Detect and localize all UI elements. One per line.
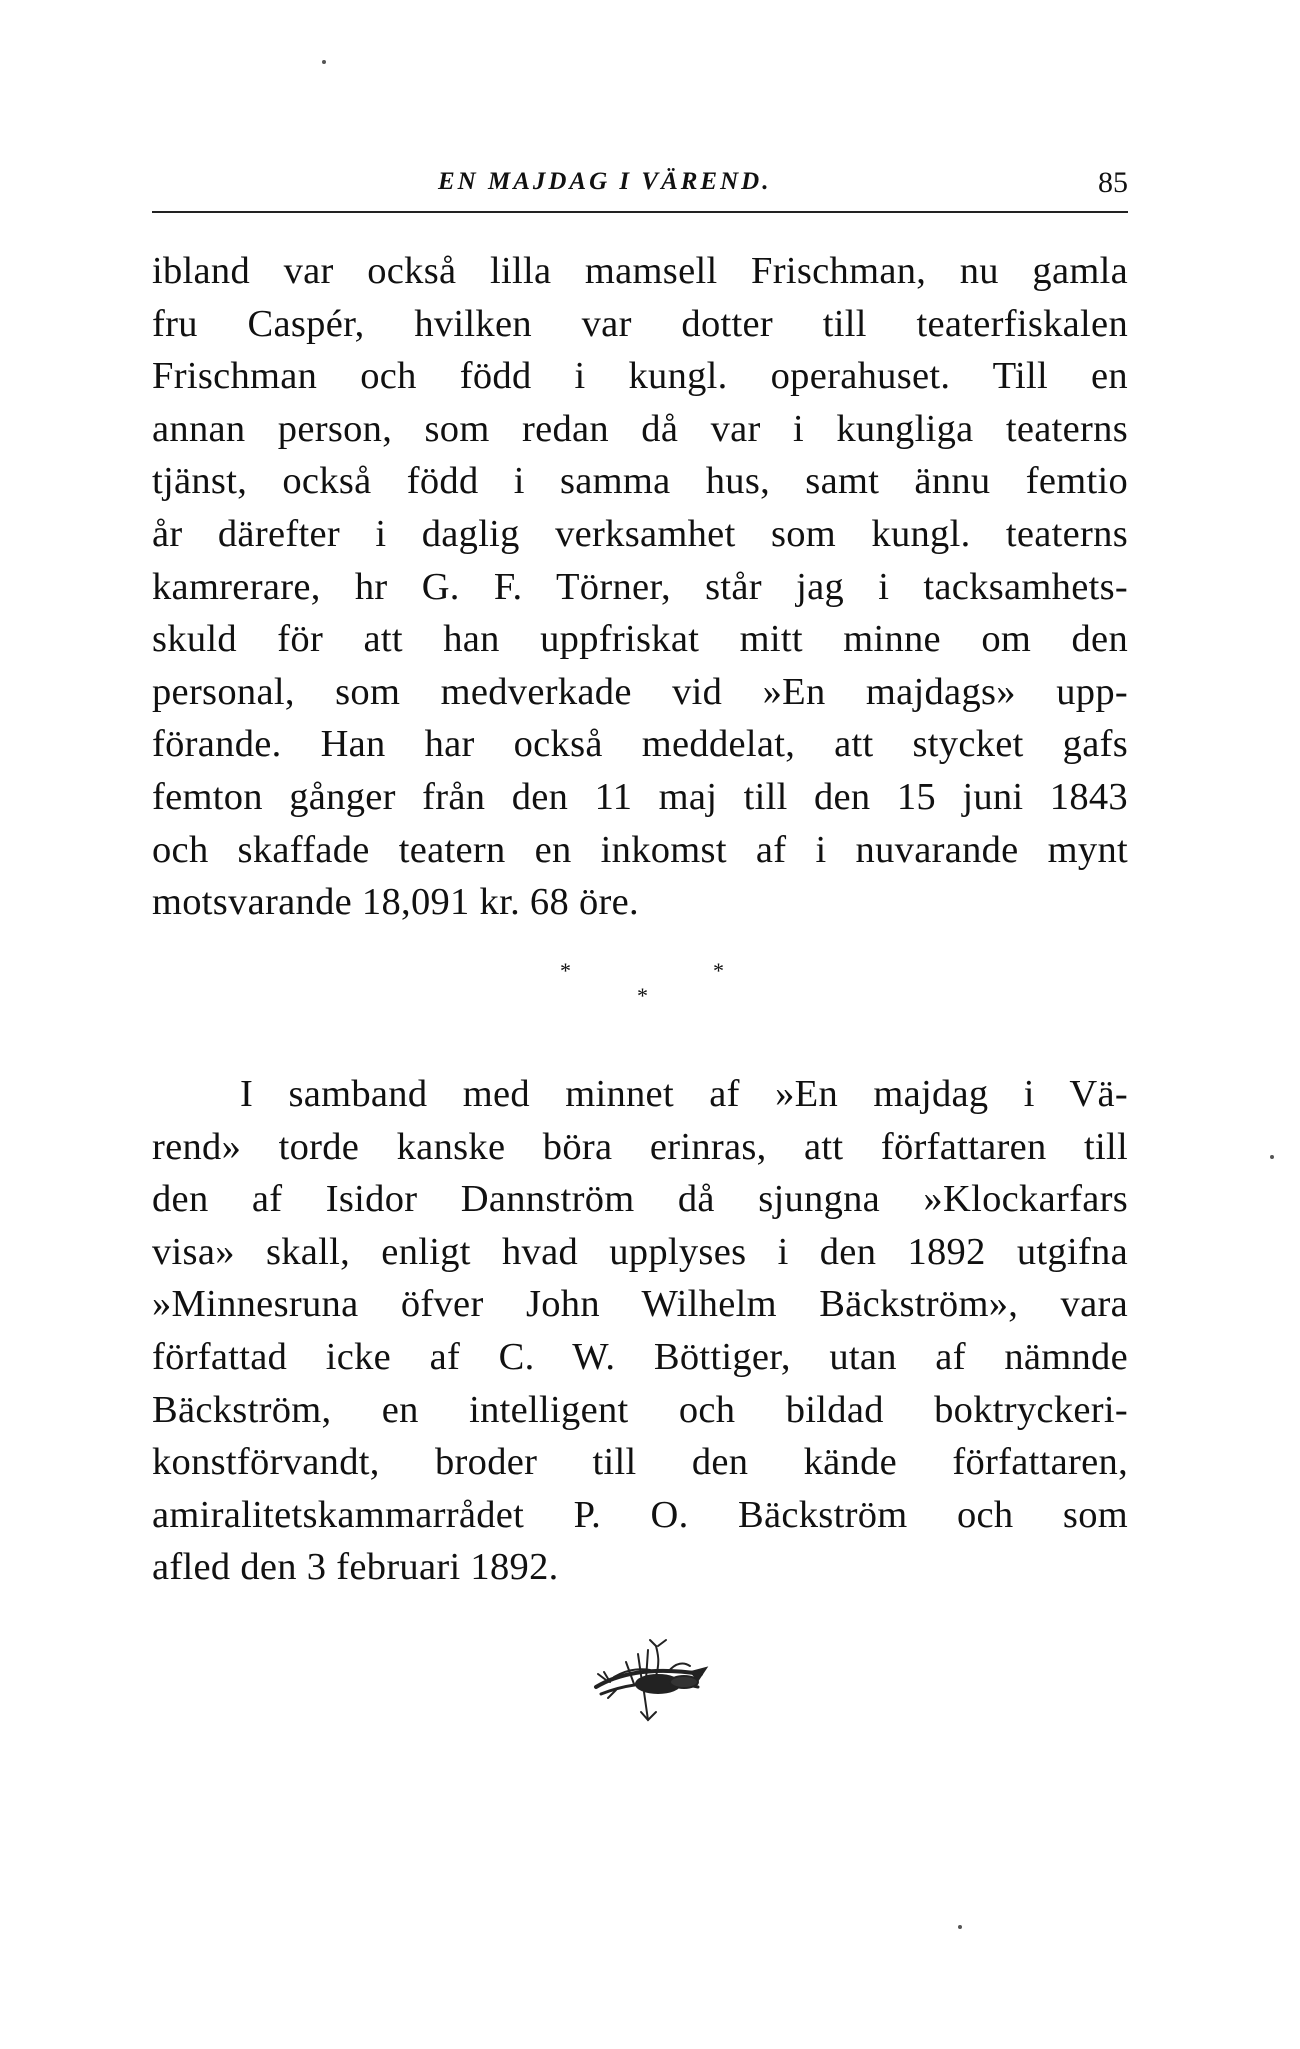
page-speck [1270,1155,1274,1159]
text-line: Frischman och född i kungl. operahuset. Till en [152,355,1128,398]
text-line: ibland var också lilla mamsell Frischman, nu gamla [152,250,1128,292]
text-line: annan person, som redan då var i kungliga teaterns [152,407,1128,450]
paragraph-2 [152,1068,1128,1594]
text-line: afled den 3 februari 1892. [152,1546,559,1589]
text-line: I samband med minnet af »En majdag i Vä- [240,1073,1128,1115]
asterism [540,950,740,1010]
text-line: personal, som medverkade vid »En majdags» upp- [152,670,1128,713]
text-line: rend» torde kanske böra erinras, att författaren till [152,1125,1128,1168]
floral-vignette-icon [586,1632,716,1732]
text-line: amiralitetskammarrådet P. O. Bäckström och som [152,1493,1128,1536]
text-line: »Minnesruna öfver John Wilhelm Bäckström», vara [152,1283,1128,1326]
text-line: år därefter i daglig verksamhet som kungl. teaterns [152,512,1128,555]
asterism-star: * [637,983,648,1008]
text-line: kamrerare, hr G. F. Törner, står jag i tacksamhets- [152,565,1128,608]
text-line: förande. Han har också meddelat, att stycket gafs [152,723,1128,766]
running-title: EN MAJDAG I VÄREND. [438,168,772,195]
page-speck [958,1925,962,1929]
running-head [152,160,1128,210]
text-line: och skaffade teatern en inkomst af i nuvarande mynt [152,828,1128,871]
page-speck [322,60,326,64]
asterism-star: * [713,958,724,983]
text-line: den af Isidor Dannström då sjungna »Klockarfars [152,1178,1128,1221]
text-line: visa» skall, enligt hvad upplyses i den 1892 utgifna [152,1230,1128,1273]
page-number: 85 [1098,166,1128,199]
text-line: motsvarande 18,091 kr. 68 öre. [152,881,639,924]
text-line: femton gånger från den 11 maj till den 15 juni 1843 [152,775,1128,818]
header-rule [152,211,1128,213]
text-line: författad icke af C. W. Böttiger, utan af nämnde [152,1335,1128,1378]
text-line: Bäckström, en intelligent och bildad boktryckeri- [152,1388,1128,1431]
text-line: konstförvandt, broder till den kände författaren, [152,1441,1128,1484]
text-line: skuld för att han uppfriskat mitt minne om den [152,618,1128,661]
asterism-star: * [560,958,571,983]
text-line: tjänst, också född i samma hus, samt ännu femtio [152,460,1128,503]
paragraph-1 [152,245,1128,929]
text-line: fru Caspér, hvilken var dotter till teaterfiskalen [152,302,1128,345]
